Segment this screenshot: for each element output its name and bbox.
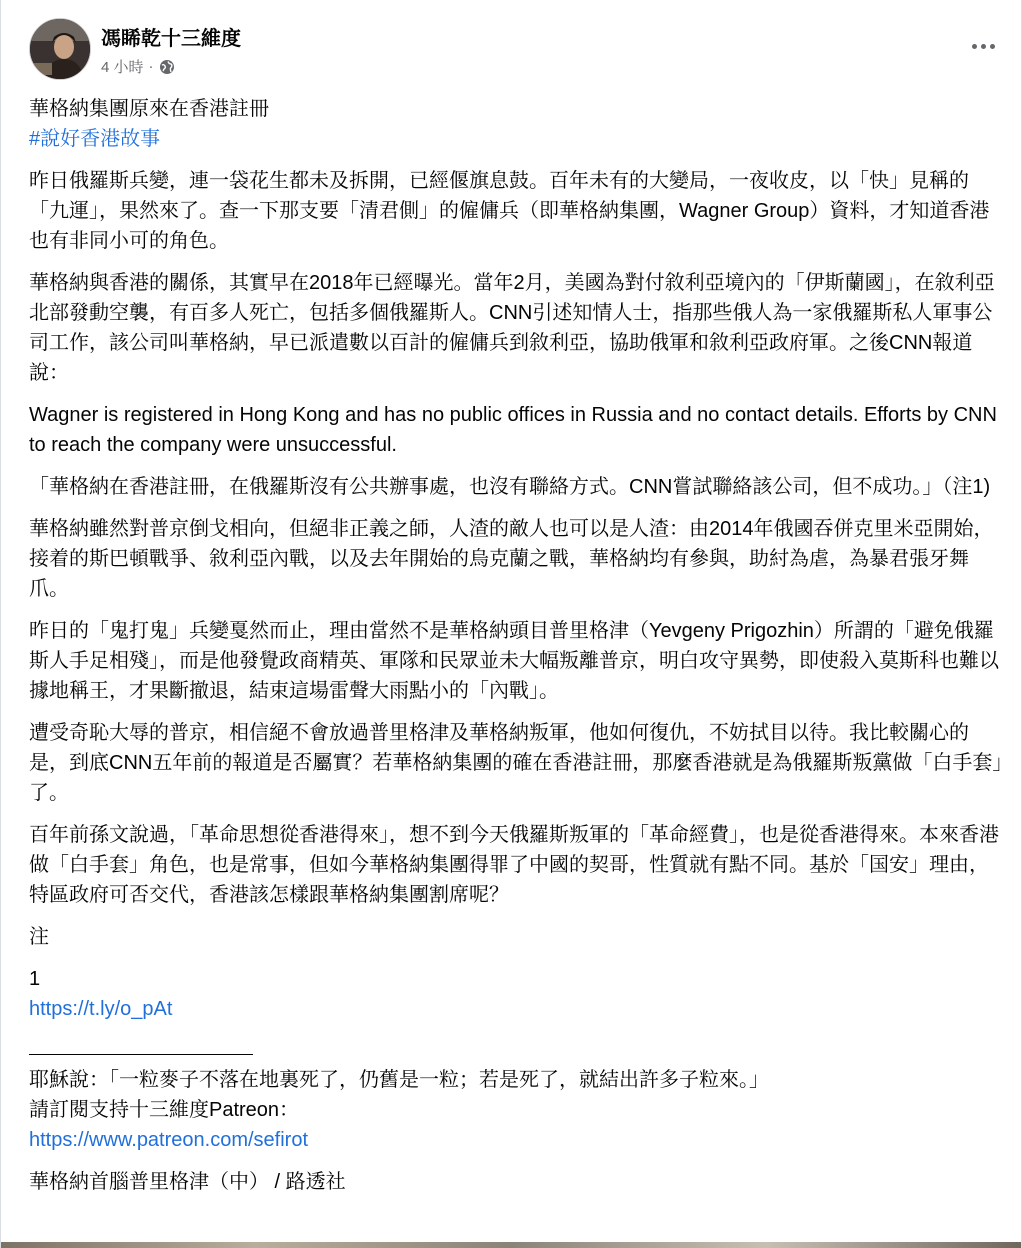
note-link[interactable]: https://t.ly/o_pAt (29, 998, 173, 1020)
globe-icon[interactable] (159, 59, 175, 75)
post-image-top-edge[interactable] (1, 1242, 1021, 1248)
post-content (29, 94, 1004, 1209)
paragraph: Wagner is registered in Hong Kong and has no public offices in Russia and no contact details. Efforts by CNN to reach the company were unsuccessful. (29, 404, 1003, 456)
post-meta (101, 56, 175, 77)
paragraph: 昨日的「鬼打鬼」兵變戛然而止，理由當然不是華格納頭目普里格津（Yevgeny Prigozhin）所謂的「避免俄羅斯人手足相殘」，而是他發覺政商精英、軍隊和民眾並未大幅叛離普京，明白攻守異勢，即使殺入莫斯科也難以據地稱王，才果斷撤退，結束這場雷聲大雨點小的「內戰」。 (29, 620, 999, 702)
note-number: 1 (29, 968, 41, 990)
avatar[interactable] (29, 18, 91, 80)
hashtag-link[interactable]: #說好香港故事 (29, 128, 161, 150)
paragraph: 遭受奇恥大辱的普京，相信絕不會放過普里格津及華格納叛軍，他如何復仇，不妨拭目以待。我比較關心的是，到底CNN五年前的報道是否屬實？若華格納集團的確在香港註冊，那麼香港就是為俄羅斯叛黨做「白手套」了。 (29, 722, 1003, 804)
paragraph: 昨日俄羅斯兵變，連一袋花生都未及拆開，已經偃旗息鼓。百年未有的大變局，一夜收皮，以「快」見稱的「九運」，果然來了。查一下那支要「清君側」的僱傭兵（即華格納集團，Wagner Group）資料，才知道香港也有非同小可的角色。 (29, 170, 990, 252)
patreon-link[interactable]: https://www.patreon.com/sefirot (29, 1129, 309, 1151)
avatar-image (30, 19, 90, 79)
author-name[interactable]: 馮睎乾十三維度 (101, 28, 241, 50)
patreon-text: 請訂閱支持十三維度Patreon： (29, 1099, 300, 1121)
paragraph: 華格納雖然對普京倒戈相向，但絕非正義之師，人渣的敵人也可以是人渣：由2014年俄國吞併克里米亞開始，接着的斯巴頓戰爭、敘利亞內戰，以及去年開始的烏克蘭之戰，華格納均有參與，助紂為虐，為暴君張牙舞爪。 (29, 518, 994, 600)
post-title: 華格納集團原來在香港註冊 (29, 98, 269, 120)
post-header (29, 16, 1001, 82)
note-label: 注 (29, 926, 49, 948)
quote-text: 耶穌說：「一粒麥子不落在地裏死了，仍舊是一粒；若是死了，就結出許多子粒來。」 (29, 1069, 769, 1091)
image-caption: 華格納首腦普里格津（中） / 路透社 (29, 1171, 346, 1193)
meta-separator: · (148, 58, 154, 75)
paragraph: 「華格納在香港註冊，在俄羅斯沒有公共辦事處，也沒有聯絡方式。CNN嘗試聯絡該公司，但不成功。」（注1) (29, 476, 991, 498)
more-options-icon[interactable] (965, 34, 1001, 58)
divider (29, 1054, 253, 1055)
paragraph: 百年前孫文說過，「革命思想從香港得來」，想不到今天俄羅斯叛軍的「革命經費」，也是從香港得來。本來香港做「白手套」角色，也是常事，但如今華格納集團得罪了中國的契哥，性質就有點不同。基於「国安」理由，特區政府可否交代，香港該怎樣跟華格納集團割席呢？ (29, 824, 999, 906)
paragraph: 華格納與香港的關係，其實早在2018年已經曝光。當年2月，美國為對付敘利亞境內的「伊斯蘭國」，在敘利亞北部發動空襲，有百多人死亡，包括多個俄羅斯人。CNN引述知情人士，指那些俄人為一家俄羅斯私人軍事公司工作，該公司叫華格納，早已派遣數以百計的僱傭兵到敘利亞，協助俄軍和敘利亞政府軍。之後CNN報道說： (29, 272, 995, 384)
post-timestamp[interactable]: 4 小時 (101, 59, 144, 76)
post-title-block (29, 94, 1004, 154)
